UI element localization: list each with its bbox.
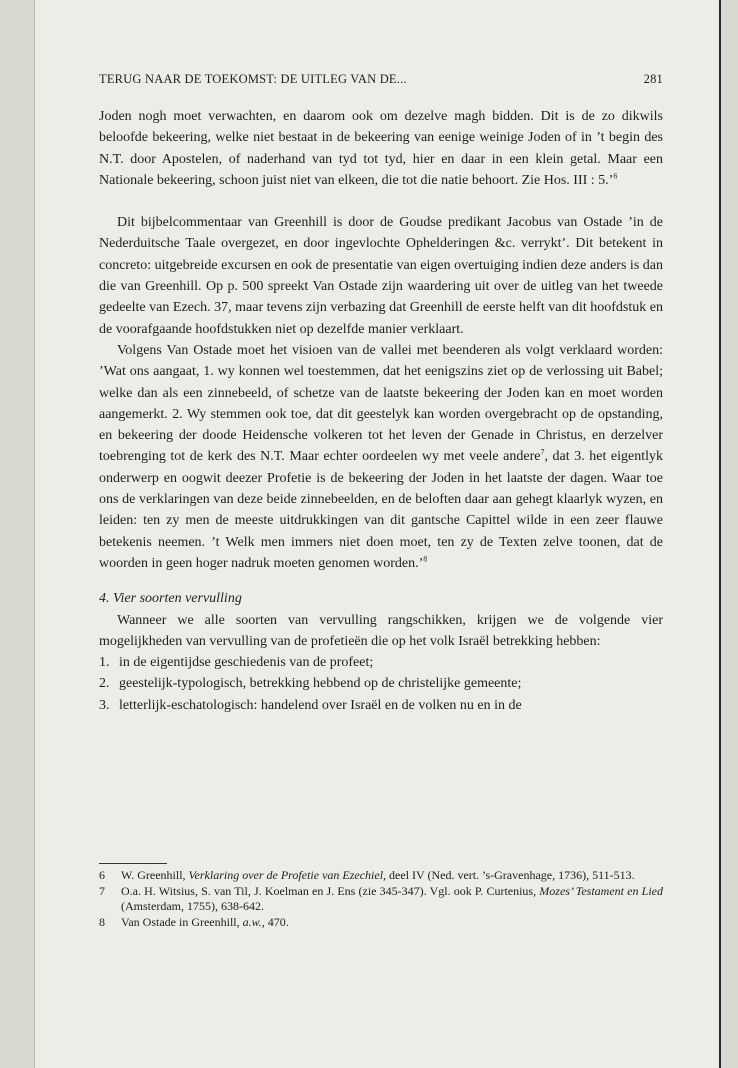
footnotes <box>99 868 663 930</box>
footnote-ref-6: 6 <box>613 171 618 181</box>
footnote-6: 6 W. Greenhill, Verklaring over de Profetie van Ezechiel, deel IV (Ned. vert. ’s-Gravenhage, 1736), 511-513. <box>99 868 635 882</box>
paragraph-3-text-a: Volgens Van Ostade moet het visioen van de vallei met beenderen als volgt verklaard worden: ’Wat ons aangaat, 1. wy konnen wel toestemmen, dat het eenigszins ziet op de verlossing uit Babel; welke dan als een zinnebeeld, of schetze van de laatste bekeering der Joden kan en moet worden aangemerkt. 2. Wy stemmen ook toe, dat dit geestelyk kan worden overgebracht op de opstanding, en bekeering der doode Heidensche volkeren tot het leven der Genade in Christus, en derzelver toebrenging tot de kerk des N.T. Maar echter oordeelen wy met veele andere <box>99 342 663 465</box>
section-heading <box>99 588 663 609</box>
section-number: 4. <box>99 591 110 607</box>
list-item: 2. geestelijk-typologisch, betrekking hebbend op de christelijke gemeente; <box>99 676 522 692</box>
book-page <box>34 0 721 1068</box>
paragraph-3-text-b: , dat 3. het eigentlyk onderwerp en oogwit deezer Profetie is de bekeering der Joden in het laatste der dagen. Waar toe ons de verklaringen van deze beide zinnebeelden, en de beloften daar aan gehegt klaarlyk wyzen, en leiden: ten zy men de meeste uitdrukkingen van dit gantsche Capittel wilde in een zeer flauwe betekenis neemen. ’t Welk men immers niet doen moet, ten zy de Texten zelve toonen, dat de woorden in geen hoger nadruk moeten genomen worden.’ <box>99 449 663 571</box>
paragraph-1 <box>99 106 663 191</box>
footnote-8: 8 Van Ostade in Greenhill, a.w., 470. <box>99 914 289 929</box>
fulfillment-list <box>99 652 663 716</box>
paragraph-5: Wanneer we alle soorten van vervulling rangschikken, krijgen we de volgende vier mogelijkheden van vervulling van de profetieën die op het volk Israël betrekking hebben: <box>99 612 663 649</box>
paragraph-3 <box>99 340 663 574</box>
paragraph-2: Dit bijbelcommentaar van Greenhill is door de Goudse predikant Jacobus van Ostade ’in de Nederduitsche Taale overgezet, en door ingevlochte Ophelderingen &c. verrykt’. Dit betekent in concreto: uitgebreide excursen en ook de presentatie van eigen overtuiging indien deze anders is dan die van Greenhill. Op p. 500 spreekt Van Ostade zijn waardering uit over de uitleg van het tweede gedeelte van Ezech. 37, maar tevens zijn verbazing dat Greenhill de eerste helft van dit hoofdstuk en de voorafgaande hoofdstukken niet op dezelfde manier verklaart. <box>99 215 663 337</box>
list-item: 3. letterlijk-eschatologisch: handelend over Israël en de volken nu en in de <box>99 697 522 713</box>
footnote-7: 7 O.a. H. Witsius, S. van Til, J. Koelman en J. Ens (zie 345-347). Vgl. ook P. Curtenius, Mozes’ Testament en Lied (Amsterdam, 1755), 638-642. <box>99 883 664 913</box>
footnote-ref-7: 7 <box>540 447 545 457</box>
section-title: Vier soorten vervulling <box>113 591 242 607</box>
running-title: TERUG NAAR DE TOEKOMST: DE UITLEG VAN DE... <box>99 72 407 86</box>
footnote-rule <box>99 863 167 864</box>
list-item: 1. in de eigentijdse geschiedenis van de profeet; <box>99 655 374 671</box>
body-text <box>99 106 663 716</box>
paragraph-1-text: Joden nogh moet verwachten, en daarom ook om dezelve magh bidden. Dit is de zo dikwils beloofde bekeering, welke niet bestaat in de bekeering van eenige weinige Joden of in ’t begin des N.T. door Apostelen, of naderhand van tyd tot tyd, hier en daar in een klein getal. Maar een Nationale bekeering, schoon juist niet van elkeen, die tot die natie behoort. Zie Hos. III : 5.’ <box>99 109 663 188</box>
page-number: 281 <box>643 72 663 86</box>
footnote-ref-8: 8 <box>423 554 428 564</box>
